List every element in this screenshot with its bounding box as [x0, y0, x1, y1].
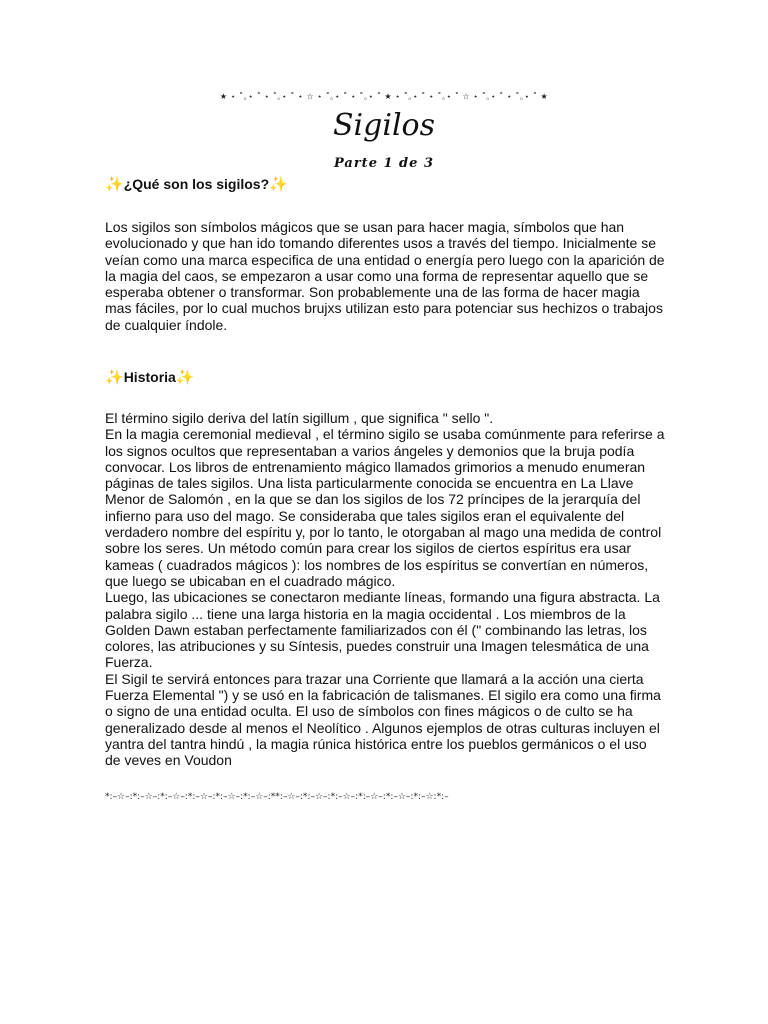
- history-paragraph: El Sigil te servirá entonces para trazar una Corriente que llamará a la acción una cierta Fuerza Elemental ") y se usó en la fabricación de talismanes. El sigilo era como una firma o signo de una entidad oculta. El uso de símbolos con fines mágicos o de culto se ha generalizado desde al menos el Neolítico . Algunos ejemplos de otras culturas incluyen el yantra del tantra hindú , la magia rúnica histórica entre los pueblos germánicos o el uso de veves en Voudon: [105, 670, 661, 769]
- history-paragraph: En la magia ceremonial medieval , el término sigilo se usaba comúnmente para referirse a los signos ocultos que representaban a varios ángeles y demonios que la bruja podía convocar. Los libros de entrenamiento mágico llamados grimorios a menudo enumeran páginas de tales sigilos. Una lista particularmente conocida se encuentra en La Llave Menor de Salomón , en la que se dan los sigilos de los 72 príncipes de la jerarquía del infierno para uso del mago. Se consideraba que tales sigilos eran el equivalente del verdadero nombre del espíritu y, por lo tanto, le otorgaban al mago una medida de control sobre los seres. Un método común para crear los sigilos de ciertos espíritus era usar kameas ( cuadrados mágicos ): los nombres de los espíritus se convertían en números, que luego se ubicaban en el cuadrado mágico.: [105, 426, 665, 589]
- section-heading-history: [105, 368, 195, 386]
- section-heading-text: ¿Qué son los sigilos?: [123, 176, 270, 192]
- sparkles-icon: ✨: [105, 369, 124, 386]
- section-body-history: [105, 410, 665, 769]
- section-heading-what-are-sigils: [105, 175, 288, 193]
- page-title: Sigilos: [333, 108, 435, 143]
- decorative-star-divider-top: ★ ⋆ ˚｡⋆ ˚ ⋆ ˚｡⋆ ˚ ⋆ ☆ ⋆ ˚｡⋆ ˚ ⋆ ˚｡⋆ ˚ ★ ⋆ ˚｡⋆ ˚ ⋆ ˚｡⋆ ˚ ☆ ⋆ ˚｡⋆ ˚ ⋆ ˚｡⋆ ˚ ★: [219, 92, 549, 101]
- history-paragraph: El término sigilo deriva del latín sigillum , que significa " sello ".: [105, 410, 494, 426]
- sparkles-icon: ✨: [175, 369, 195, 386]
- sparkles-icon: ✨: [269, 176, 288, 193]
- page-subtitle: Parte 1 de 3: [333, 156, 434, 171]
- history-paragraph: Luego, las ubicaciones se conectaron mediante líneas, formando una figura abstracta. La palabra sigilo ... tiene una larga historia en la magia occidental . Los miembros de la Golden Dawn estaban perfectamente familiarizados con él (" combinando las letras, los colores, las atribuciones y su Síntesis, puedes construir una Imagen telesmática de una Fuerza.: [105, 589, 660, 671]
- section-paragraph-what-are-sigils: Los sigilos son símbolos mágicos que se usan para hacer magia, símbolos que han evolucionado y que han ido tomando diferentes usos a través del tiempo. Inicialmente se veían como una marca especifica de una entidad o energía pero luego con la aparición de la magia del caos, se empezaron a usar como una forma de representar aquello que se esperaba obtener o transformar. Son probablemente una de las forma de hacer magia mas fáciles, por lo cual muchos brujxs utilizan esto para potenciar sus hechizos o trabajos de cualquier índole.: [105, 219, 665, 333]
- sparkles-icon: ✨: [105, 176, 124, 193]
- decorative-star-divider-bottom: *:–☆–:*:–☆–:*:–☆–:*:–☆–:*:–☆–:*:–☆–:**:–☆–:*:–☆–:*:–☆–:*:–☆–:*:–☆–:*:–☆:*:–: [105, 792, 449, 802]
- section-heading-text: Historia: [123, 369, 176, 385]
